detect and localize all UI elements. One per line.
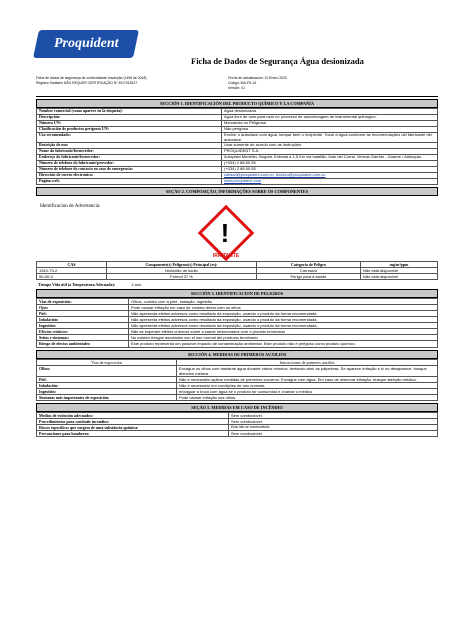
field-value: Sem combustível.	[229, 419, 438, 425]
field-label: Olhos:	[37, 365, 177, 376]
column-header-component: Componente(s) Peligroso(s) Principal (es):	[107, 261, 257, 267]
field-label: Piel:	[37, 310, 129, 316]
field-label: Número UN:	[37, 120, 222, 126]
field-label: Clasificación de productos perigosos UN:	[37, 126, 222, 132]
field-value: No existen riesgos asociados con el uso normal del producto terminado	[129, 335, 438, 341]
document-meta	[36, 72, 438, 97]
table-row	[37, 178, 438, 184]
field-label: Riesgo de efectos ambientales:	[37, 341, 129, 347]
field-value: Não apresenta efeitos adversos como resultado da exposição, usando o produto da forma recomendada.	[129, 323, 438, 329]
meta-code: Código: MA-FD-14	[228, 81, 257, 85]
field-label: Dirección de correo electrónico:	[37, 172, 222, 178]
field-value: Autopista Medellin- Bogotá, Entrada a 1,5 Km via batallão Juan del Corral, Vereda Garrido - Guarne / Antioquia.	[222, 155, 438, 161]
cell-component: Formol 37 %	[107, 273, 257, 279]
meta-resolution: Ficha de dados de segurança de conformidade resolução (1496 de 2018)	[36, 76, 147, 80]
field-label: Pagina web:	[37, 178, 222, 184]
column-header-route: Vías de exposición	[37, 359, 177, 365]
field-value: Pode causar irritação em caso de contato direto com os olhos	[129, 304, 438, 310]
field-value: Não perigosa	[222, 126, 438, 132]
field-label: Nome do fabricante/fornecedor:	[37, 149, 222, 155]
table-row	[37, 365, 438, 376]
field-label: Vías de exposición:	[37, 298, 129, 304]
company-logo: Proquident	[33, 30, 139, 58]
cell-category: Perigo para a saúde	[257, 273, 361, 279]
email-link[interactable]: calidad@proquident.com.co, tecnico@proquident.com.co	[222, 172, 438, 178]
table-row	[37, 341, 438, 347]
field-value: Água livre de íons para usar no processo de autoclavagem de instrumental quirúrgico.	[222, 114, 438, 120]
table-row	[37, 132, 438, 143]
field-label: Ingestión:	[37, 389, 177, 395]
meta-version: Versión: 01	[228, 86, 245, 90]
field-label: Inhalación:	[37, 317, 129, 323]
field-value: Encher o autoclave com água, tampar bem o recipiente. Tocar a água conforme as recomendações del fabricante del autoclave.	[222, 132, 438, 143]
column-header-category: Categoria de Peligro	[257, 261, 361, 267]
document-header	[36, 26, 438, 72]
hazard-pictogram	[36, 209, 438, 261]
page-title: Ficha de Dados de Segurança Água desionizada	[191, 56, 364, 66]
shelf-life-label: Tiempo Vida útil (a Temperatura Adecuada):	[38, 281, 116, 287]
field-value: enxaguar a boca com água se o produto for consumido e chamar o médico	[177, 389, 438, 395]
field-value: Não é necessário em condições de uso normais.	[177, 382, 438, 388]
field-label: Precauciones para bomberos:	[37, 431, 229, 437]
field-label: Medios de extinción adecuados:	[37, 413, 229, 419]
table-row	[37, 155, 438, 161]
section1-table	[36, 108, 438, 185]
field-value: Este produto representa um possível impacto de contaminação ambiental. Este produto não é perigoso como produto químico.	[129, 341, 438, 347]
field-value: Pode causar irritação nos olhos.	[177, 395, 438, 401]
section1-title: SECCIÓN 1. IDENTIFICACIÓN DEL PRODUCTO QUÍMICO Y LA COMPAÑÍA	[36, 99, 438, 108]
cell-limit: Não está disponível	[361, 267, 438, 273]
field-label: Síntomas más importantes de exposición:	[37, 395, 177, 401]
pictogram-label: IRRITANTE	[212, 252, 240, 259]
field-label: Descripción:	[37, 114, 222, 120]
column-header-instructions: Instrucciones de primeros auxilios	[177, 359, 438, 365]
field-value: Esta não se combustiveis	[229, 425, 438, 431]
components-table	[36, 261, 438, 280]
field-label: Procedimientos para combatir incendios:	[37, 419, 229, 425]
meta-date: Fecha de actualizacion: 10 Enero 2020	[228, 76, 287, 80]
field-value: PROQUIDENT S.A.	[222, 149, 438, 155]
field-value: (+034) 2 88 60 55	[222, 161, 438, 167]
field-value: Mercancia no Peligrosa	[222, 120, 438, 126]
field-value: Não apresenta efeitos adversos como resultado da exposição, usando o produto da forma recomendada.	[129, 317, 438, 323]
field-label: Restrição de uso:	[37, 143, 222, 149]
field-value: Não é necessário aplicar medidas de primeiros socorros. Enxágue com água. Em caso de observar irritação, busque atenção médica.	[177, 376, 438, 382]
table-row	[37, 273, 438, 279]
field-label: Riscos específicos que surgem de uma substância química:	[37, 425, 229, 431]
cell-cas: 50-00-0	[37, 273, 107, 279]
section2-title: SEÇÃO 2. COMPOSIÇÃO, INFORMAÇÕES SOBRE OS COMPONENTES	[36, 187, 438, 196]
field-value: Usar somente de acordo com as instruções	[222, 143, 438, 149]
exclamation-icon: !	[220, 217, 230, 248]
sds-page	[36, 26, 438, 437]
field-value: Olhos, contato com a pele, inalação, ingestão	[129, 298, 438, 304]
field-label: Ingestión:	[37, 323, 129, 329]
field-label: Uso recomendado:	[37, 132, 222, 143]
field-label: Número de telefone de contacto en caso de emergencia:	[37, 167, 222, 173]
field-label: Inhalación:	[37, 382, 177, 388]
column-header-limit: mg/m³ppm	[361, 261, 438, 267]
field-value: (+034) 2 88 60 55	[222, 167, 438, 173]
field-label: Ojos:	[37, 304, 129, 310]
field-value: Água desionizada	[222, 109, 438, 115]
field-value: Não se esperam efeitos crônicos sobre a saúde relacionados com o produto terminado	[129, 329, 438, 335]
field-value: Não apresenta efeitos adversos como resultado da exposição, usando o produto da forma recomendada.	[129, 310, 438, 316]
section3-table	[36, 298, 438, 348]
shelf-life	[38, 282, 438, 287]
section3-title: SECCIÓN 3. IDENTIFICACION DE PELIGROS	[36, 289, 438, 298]
section5-table	[36, 412, 438, 437]
cell-cas: 1310-73-2	[37, 267, 107, 273]
table-row	[37, 395, 438, 401]
field-label: Piel:	[37, 376, 177, 382]
section5-title: SEÇÃO 5. MEDIDAS EM CASO DE INCÊNDIO	[36, 403, 438, 412]
meta-registro: Registro Sanitário NÃO REQUER CERTIFICAÇÃO Nº 2017018127	[36, 81, 138, 85]
field-value: Enxágue os olhos com bastante água durante vários minutos, tentando abrir as pálpebras. Se aparece irritação e si no desaparece, busque atención médica.	[177, 365, 438, 376]
column-header-cas: CAS	[37, 261, 107, 267]
cell-category: Corrosivo	[257, 267, 361, 273]
field-value: Sem combustível.	[229, 413, 438, 419]
warning-label: Identificacion de Advertencia:	[40, 203, 101, 209]
website-link[interactable]: www.proquident.com	[222, 178, 438, 184]
cell-limit: Não está disponível	[361, 273, 438, 279]
field-label: Nombre comercial (como aparece en la etiqueta):	[37, 109, 222, 115]
field-label: Señas e síntomas:	[37, 335, 129, 341]
cell-component: hidróxido de sódio	[107, 267, 257, 273]
field-label: Endereço do fabricante/fornecedor:	[37, 155, 222, 161]
shelf-life-value: 1 ano	[131, 281, 142, 287]
field-label: Número de telefone do fabricante/provedor:	[37, 161, 222, 167]
table-row	[37, 431, 438, 437]
field-label: Efectos crónicos:	[37, 329, 129, 335]
field-value: Sem combustível.	[229, 431, 438, 437]
section4-title: SECCIÓN 4. MEDIDAS DE PRIMEROS AUXILIOS	[36, 350, 438, 359]
section4-table	[36, 359, 438, 402]
